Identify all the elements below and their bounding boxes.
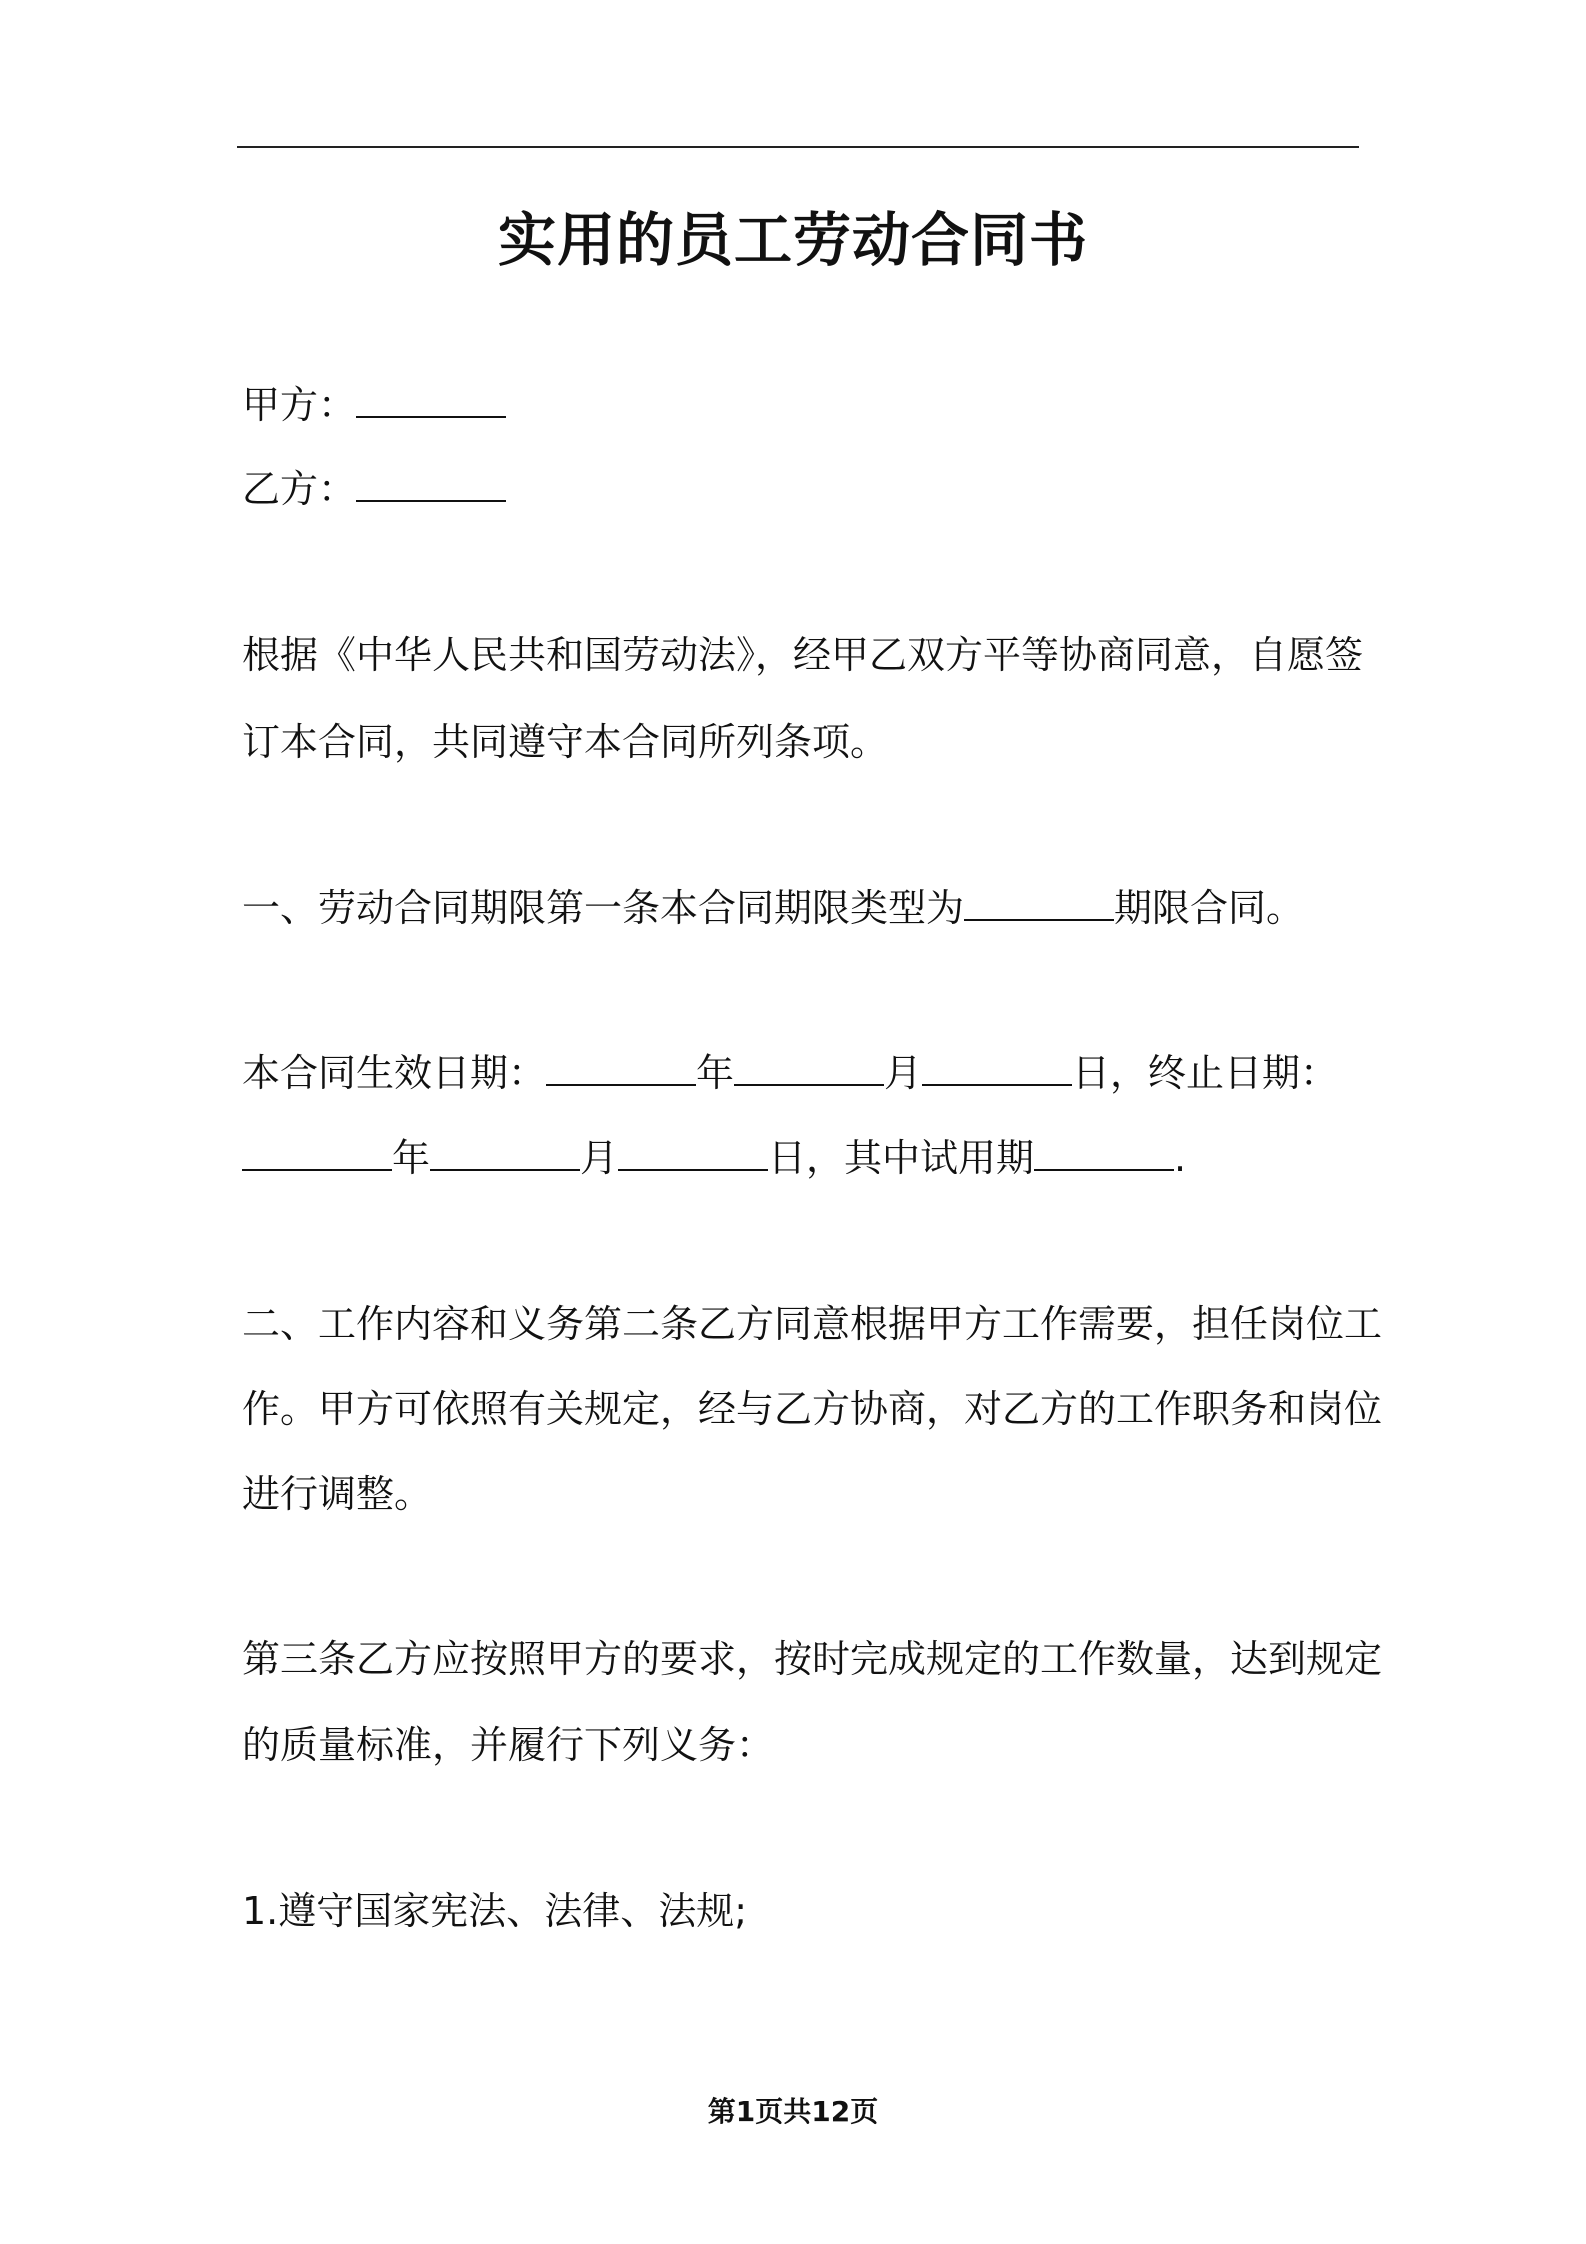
end-year-blank[interactable] [242, 1139, 392, 1171]
section2-line-1: 二、工作内容和义务第二条乙方同意根据甲方工作需要，担任岗位工 [242, 1302, 1383, 1346]
section3-line-1: 第三条乙方应按照甲方的要求，按时完成规定的工作数量，达到规定 [242, 1637, 1383, 1681]
start-day-blank[interactable] [922, 1054, 1072, 1086]
section3-line-2: 的质量标准，并履行下列义务： [242, 1723, 775, 1767]
end-date-label: 日，终止日期： [1072, 1051, 1339, 1095]
probation-label: 日，其中试用期 [768, 1136, 1035, 1180]
effective-date-line [242, 1048, 1338, 1098]
section2-line-2: 作。甲方可依照有关规定，经与乙方协商，对乙方的工作职务和岗位 [242, 1387, 1383, 1431]
probation-blank[interactable] [1034, 1139, 1174, 1171]
period-mark: . [1174, 1136, 1187, 1180]
start-month-blank[interactable] [734, 1054, 884, 1086]
preamble-line-2: 订本合同，共同遵守本合同所列条项。 [242, 720, 889, 764]
party-b-line [242, 464, 506, 514]
preamble-line-1: 根据《中华人民共和国劳动法》，经甲乙双方平等协商同意，自愿签 [242, 633, 1364, 677]
end-month-blank[interactable] [430, 1139, 580, 1171]
document-title: 实用的员工劳动合同书 [497, 206, 1088, 274]
party-a-label: 甲方： [242, 383, 357, 427]
section1-term-line [242, 883, 1304, 933]
party-a-blank[interactable] [356, 386, 506, 418]
section1-suffix: 期限合同。 [1114, 886, 1305, 930]
party-b-blank[interactable] [356, 470, 506, 502]
effective-date-label: 本合同生效日期： [242, 1051, 547, 1095]
year-unit: 年 [696, 1051, 735, 1095]
duty-item-1: 1.遵守国家宪法、法律、法规; [242, 1889, 748, 1933]
page-indicator: 第1页共12页 [707, 2095, 879, 2128]
start-year-blank[interactable] [546, 1054, 696, 1086]
contract-type-blank[interactable] [964, 889, 1114, 921]
end-day-blank[interactable] [618, 1139, 768, 1171]
month-unit: 月 [580, 1136, 619, 1180]
party-b-label: 乙方： [242, 467, 357, 511]
section2-line-3: 进行调整。 [242, 1472, 433, 1516]
year-unit: 年 [392, 1136, 431, 1180]
month-unit: 月 [884, 1051, 923, 1095]
header-rule [237, 146, 1359, 148]
party-a-line [242, 380, 506, 430]
section1-prefix: 一、劳动合同期限第一条本合同期限类型为 [242, 886, 965, 930]
end-date-line [242, 1133, 1186, 1183]
